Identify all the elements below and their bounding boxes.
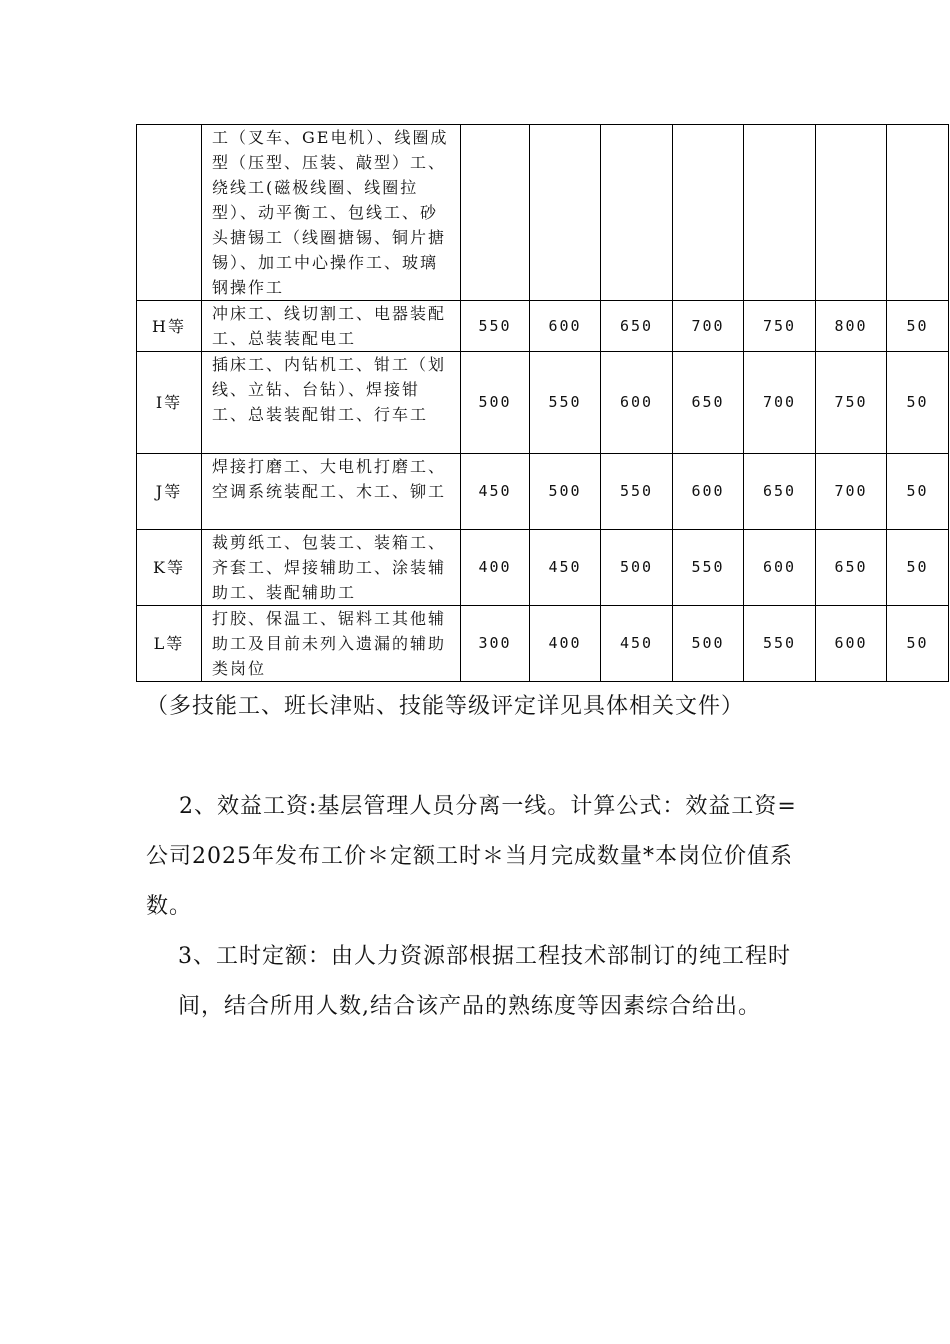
- grade-cell: I等: [137, 352, 202, 454]
- value-cell: 400: [461, 530, 530, 606]
- value-cell: 550: [530, 352, 601, 454]
- value-cell: 650: [816, 530, 887, 606]
- table-note-paragraph: （多技能工、班长津贴、技能等级评定详见具体相关文件）: [146, 694, 745, 719]
- value-cell: 650: [601, 301, 673, 352]
- value-cell: 750: [816, 352, 887, 454]
- table-row: [137, 301, 949, 352]
- value-cell: 50: [887, 530, 949, 606]
- value-cell: 50: [887, 454, 949, 530]
- value-cell: 700: [816, 454, 887, 530]
- grade-cell: H等: [137, 301, 202, 352]
- performance-wage-paragraph: 2、效益工资:基层管理人员分离一线。计算公式：效益工资=公司2025年发布工价＊定额工时＊当月完成数量*本岗位价值系数。: [146, 794, 797, 919]
- value-cell: 700: [673, 301, 744, 352]
- value-cell: 50: [887, 606, 949, 682]
- value-cell: 500: [601, 530, 673, 606]
- job-description-cell: 冲床工、线切割工、电器装配工、总装装配电工: [202, 301, 461, 352]
- value-cell: 550: [673, 530, 744, 606]
- value-cell: 750: [744, 301, 816, 352]
- job-description-cell: 打胶、保温工、锯料工其他辅助工及目前未列入遗漏的辅助类岗位: [202, 606, 461, 682]
- grade-cell: L等: [137, 606, 202, 682]
- value-cell: 600: [530, 301, 601, 352]
- table-row: [137, 530, 949, 606]
- value-cell: [530, 125, 601, 301]
- value-cell: [887, 125, 949, 301]
- value-cell: 500: [461, 352, 530, 454]
- grade-cell: K等: [137, 530, 202, 606]
- table-row: [137, 125, 949, 301]
- value-cell: 50: [887, 301, 949, 352]
- value-cell: 500: [530, 454, 601, 530]
- value-cell: [816, 125, 887, 301]
- job-description-cell: 工（叉车、GE电机）、线圈成型（压型、压装、敲型）工、绕线工(磁极线圈、线圈拉型）、动平衡工、包线工、砂头搪锡工（线圈搪锡、铜片搪锡）、加工中心操作工、玻璃钢操作工: [202, 125, 461, 301]
- labor-quota-paragraph: 3、工时定额：由人力资源部根据工程技术部制订的纯工程时间，结合所用人数,结合该产品的熟练度等因素综合给出。: [178, 944, 791, 1019]
- value-cell: 450: [530, 530, 601, 606]
- value-cell: [673, 125, 744, 301]
- value-cell: 450: [601, 606, 673, 682]
- value-cell: 650: [673, 352, 744, 454]
- value-cell: 400: [530, 606, 601, 682]
- value-cell: 500: [673, 606, 744, 682]
- value-cell: 50: [887, 352, 949, 454]
- value-cell: 600: [601, 352, 673, 454]
- job-description-cell: 焊接打磨工、大电机打磨工、空调系统装配工、木工、铆工: [202, 454, 461, 530]
- value-cell: 450: [461, 454, 530, 530]
- table-row: [137, 454, 949, 530]
- value-cell: 600: [744, 530, 816, 606]
- value-cell: 700: [744, 352, 816, 454]
- table-row: [137, 352, 949, 454]
- value-cell: 300: [461, 606, 530, 682]
- grade-cell: [137, 125, 202, 301]
- salary-grade-table: [136, 124, 949, 682]
- value-cell: 550: [601, 454, 673, 530]
- value-cell: 650: [744, 454, 816, 530]
- value-cell: 550: [461, 301, 530, 352]
- value-cell: [461, 125, 530, 301]
- grade-cell: J等: [137, 454, 202, 530]
- value-cell: 600: [673, 454, 744, 530]
- value-cell: 550: [744, 606, 816, 682]
- table-row: [137, 606, 949, 682]
- value-cell: [601, 125, 673, 301]
- job-description-cell: 裁剪纸工、包装工、装箱工、齐套工、焊接辅助工、涂装辅助工、装配辅助工: [202, 530, 461, 606]
- value-cell: [744, 125, 816, 301]
- value-cell: 800: [816, 301, 887, 352]
- job-description-cell: 插床工、内钻机工、钳工（划线、立钻、台钻）、焊接钳工、总装装配钳工、行车工: [202, 352, 461, 454]
- value-cell: 600: [816, 606, 887, 682]
